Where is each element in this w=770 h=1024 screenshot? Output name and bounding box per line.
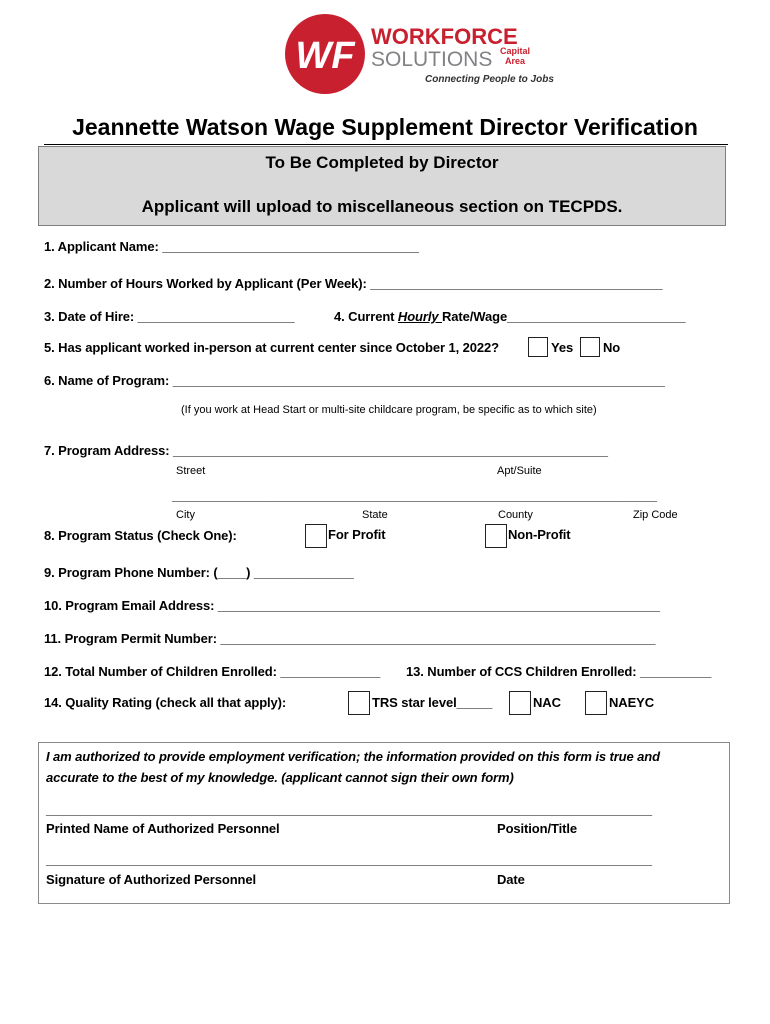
trs-checkbox[interactable] — [348, 691, 370, 715]
banner-line-director: To Be Completed by Director — [265, 153, 499, 172]
logo-emblem-icon — [283, 14, 554, 100]
logo-tagline: Connecting People to Jobs — [425, 74, 554, 85]
instruction-banner — [38, 146, 726, 226]
city-label: City — [176, 509, 195, 521]
for-profit-label: For Profit — [328, 527, 386, 542]
street-label: Street — [176, 465, 206, 477]
program-name-field[interactable]: 6. Name of Program: _____________________________________________________________________ — [44, 373, 665, 388]
hours-worked-field[interactable]: 2. Number of Hours Worked by Applicant (Per Week): _________________________________________ — [44, 276, 663, 291]
for-profit-checkbox[interactable] — [305, 524, 327, 548]
program-name-note: (If you work at Head Start or multi-site childcare program, be specific as to which site) — [181, 404, 597, 416]
date-of-hire-field[interactable]: 3. Date of Hire: ______________________ — [44, 309, 295, 324]
certification-statement-line2: accurate to the best of my knowledge. (applicant cannot sign their own form) — [46, 770, 514, 785]
applicant-name-field[interactable]: 1. Applicant Name: ____________________________________ — [44, 239, 419, 254]
no-checkbox[interactable] — [580, 337, 600, 357]
banner-line-upload: Applicant will upload to miscellaneous section on TECPDS. — [141, 197, 623, 216]
nac-label: NAC — [533, 695, 561, 710]
apt-suite-label: Apt/Suite — [497, 465, 542, 477]
title-divider — [44, 144, 728, 145]
workforce-solutions-logo — [283, 14, 554, 100]
ccs-children-field[interactable]: 13. Number of CCS Children Enrolled: __________ — [406, 664, 712, 679]
program-phone-field[interactable]: 9. Program Phone Number: (____) ______________ — [44, 565, 354, 580]
naeyc-checkbox[interactable] — [585, 691, 607, 715]
hourly-wage-field[interactable] — [334, 309, 685, 324]
no-label: No — [603, 340, 621, 355]
wage-label-suffix: Rate/Wage_________________________ — [442, 309, 686, 324]
wage-label-prefix: 4. Current — [334, 309, 398, 324]
certification-statement-line1: I am authorized to provide employment verification; the information provided on this form is true and — [46, 749, 660, 764]
zip-code-label: Zip Code — [633, 509, 678, 521]
svg-text:WF: WF — [295, 35, 355, 77]
nac-checkbox[interactable] — [509, 691, 531, 715]
signature-line[interactable]: _____________________________________________________________________________________ — [46, 852, 653, 867]
logo-word-workforce: WORKFORCE — [371, 24, 518, 49]
logo-word-solutions: SOLUTIONS — [371, 48, 493, 71]
total-children-field[interactable]: 12. Total Number of Children Enrolled: ______________ — [44, 664, 381, 679]
printed-name-signature-line[interactable]: _____________________________________________________________________________________ — [46, 802, 653, 817]
signature-label: Signature of Authorized Personnel — [46, 872, 257, 887]
date-label: Date — [497, 872, 525, 887]
program-permit-field[interactable]: 11. Program Permit Number: _____________________________________________________________ — [44, 631, 656, 646]
position-title-label: Position/Title — [497, 821, 577, 836]
yes-checkbox[interactable] — [528, 337, 548, 357]
non-profit-checkbox[interactable] — [485, 524, 507, 548]
program-status-label: 8. Program Status (Check One): — [44, 528, 237, 543]
printed-name-label: Printed Name of Authorized Personnel — [46, 821, 280, 836]
program-address-field[interactable]: 7. Program Address: _____________________________________________________________ — [44, 443, 608, 458]
logo-region-line1: Capital — [499, 46, 531, 56]
page-title: Jeannette Watson Wage Supplement Director Verification — [72, 114, 698, 140]
logo-region-line2: Area — [504, 56, 526, 66]
program-email-field[interactable]: 10. Program Email Address: ______________________________________________________________ — [44, 598, 660, 613]
wage-label-hourly: Hourly — [397, 309, 443, 324]
quality-rating-label: 14. Quality Rating (check all that apply): — [44, 695, 287, 710]
naeyc-label: NAEYC — [609, 695, 655, 710]
trs-star-level-field[interactable]: TRS star level_____ — [372, 695, 493, 710]
yes-label: Yes — [551, 340, 574, 355]
address-line-2-field[interactable]: ____________________________________________________________________ — [172, 488, 657, 503]
county-label: County — [498, 509, 533, 521]
in-person-question: 5. Has applicant worked in-person at current center since October 1, 2022? — [44, 340, 499, 355]
non-profit-label: Non-Profit — [508, 527, 571, 542]
state-label: State — [362, 509, 388, 521]
